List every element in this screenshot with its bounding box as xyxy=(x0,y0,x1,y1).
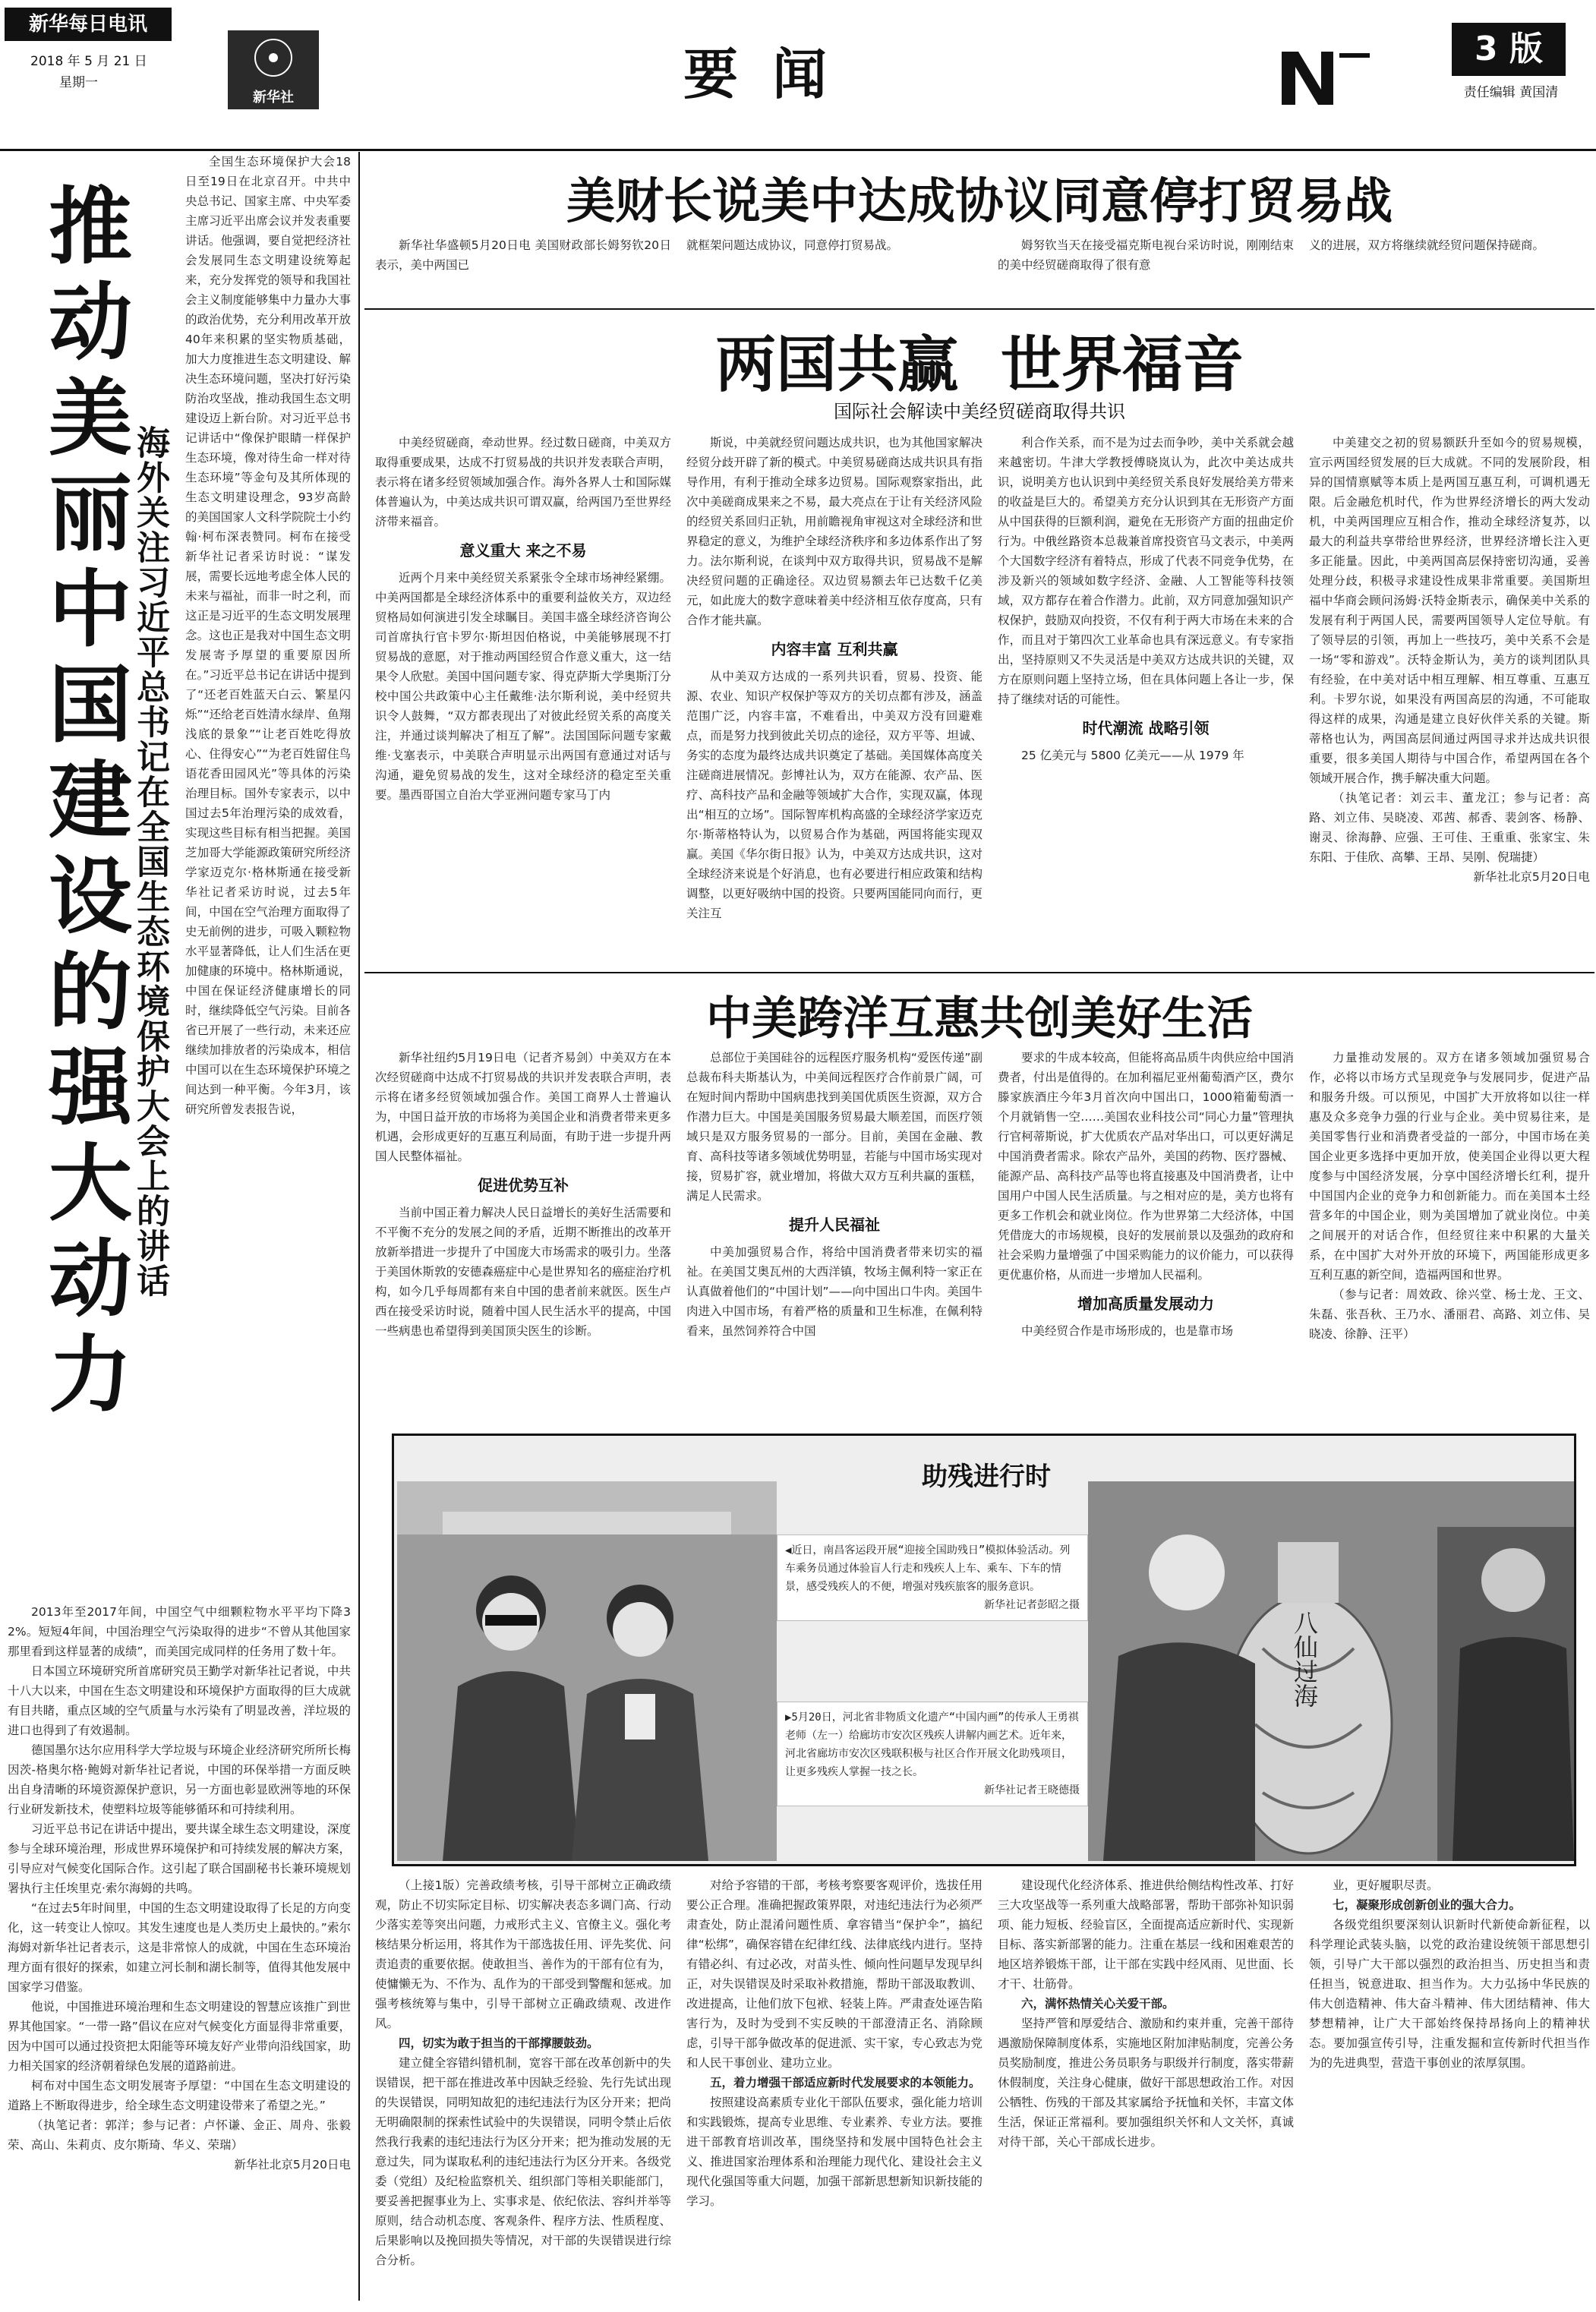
article2-col xyxy=(1309,433,1590,964)
attendants-figure-icon xyxy=(397,1481,777,1861)
subheading: 增加高质量发展动力 xyxy=(1077,1295,1214,1313)
article1-col xyxy=(998,235,1294,304)
article2-headline: 两国共赢 世界福音 xyxy=(715,329,1244,400)
subheading: 时代潮流 战略引领 xyxy=(1082,719,1210,737)
xinhua-logo xyxy=(228,30,319,109)
logo-text: 新华社 xyxy=(253,90,294,106)
paragraph: 要求的牛成本较高，但能将高品质牛肉供应给中国消费者，付出是值得的。在加利福尼亚州葡萄酒产区，费尔滕家族酒庄今年3月首次向中国出口，1000箱葡萄酒一个月就销售一空……美国农业科技公司“同心力量”管理执行官柯蒂斯说，扩大优质农产品对华出口，可以更好满足中国消费者需求。除农产品外，美国的药物、医疗器械、能源产品、高科技产品等也将直接惠及中国消费者，让中国用户中国人民生活质量。与之相对应的是，美方也将有更多工作机会和就业岗位。作为世界第二大经济体，中国凭借庞大的市场规模，良好的发展前景以及强劲的政府和社会采购力量增强了中国采购能力的议价能力，可以获得更优惠价格，从而进一步增加人民福利。 xyxy=(998,1051,1294,1282)
subheading: 意义重大 来之不易 xyxy=(459,541,587,560)
paragraph: 业，更好履职尽责。 xyxy=(1333,1878,1439,1892)
paragraph: 利合作关系，而不是为过去而争吵，美中关系就会越来越密切。牛津大学教授傅晓岚认为，此次中美达成共识，说明美方也认识到中美经贸关系良好发展给美方带来的收益是巨大的。希望美方充分认识到其在无形资产方面从中国获得的巨额利润，避免在无形资产方面的扭曲定价行为。中俄丝路资本总裁兼首席投资官马文表示，中美两个大国数字经济有着特点，形成了代表不同竞争优势，在涉及新兴的领域如数字经济、金融、人工智能等科技领域，双方都存在着合作潜力。此前，双方同意加强知识产权保护，鼓励双向投资，不仅有利于两大市场在未来的合作，而且对于第四次工业革命也具有深远意义。有专家指出，坚持原则又不失灵活是中美双方达成共识的关键，双方在原则问题上坚持立场，但在具体问题上各让一步，保持了继续对话的可能性。 xyxy=(998,436,1294,706)
paragraph: 德国墨尔达尔应用科学大学垃圾与环境企业经济研究所所长梅因茨-格奥尔格·鲍姆对新华社记者说，中国的环保举措一方面反映出自身清晰的环境资源保护意识，另一方面也彰显欧洲等地的环保行业研发新技术，使塑料垃圾等能够循环和可持续利用。 xyxy=(8,1743,351,1816)
paragraph-lead: 七，凝聚形成创新创业的强大合力。 xyxy=(1333,1898,1522,1912)
article2-col xyxy=(998,433,1294,964)
photo-caption-2 xyxy=(777,1702,1088,1806)
paragraph-lead: 六，满怀热情关心关爱干部。 xyxy=(1021,1997,1175,2011)
photo-credit: 新华社记者彭昭之摄 xyxy=(984,1599,1080,1611)
editor-credit: 责任编辑 黄国清 xyxy=(1463,85,1559,100)
paragraph: 斯说，中美就经贸问题达成共识，也为其他国家解决经贸分歧开辟了新的模式。中美贸易磋商达成共识具有指导作用，有利于推动全球多边贸易。国际观察家指出，此次中美磋商成果来之不易，最大亮点在于让有关经济风险的经贸关系回归正轨，用前瞻视角审视这对全球经济和世界稳定的意义，为维护全球经济秩序和多边体系作出了努力。法尔斯利说，在谈判中双方取得共识，贸易战不是解决经贸问题的正确途径。双边贸易额去年已达数千亿美元，如此庞大的数字意味着美中经济相互依存度高，只有合作才能共赢。 xyxy=(686,436,983,627)
subheading: 促进优势互补 xyxy=(478,1176,569,1194)
paragraph: 中美经贸合作是市场形成的，也是靠市场 xyxy=(1021,1324,1234,1338)
paragraph: 姆努钦当天在接受福克斯电视台采访时说，刚刚结束的美中经贸磋商取得了很有意 xyxy=(998,238,1294,272)
paragraph: 中美加强贸易合作，将给中国消费者带来切实的福祉。在美国艾奥瓦州的大西洋镇，牧场主佩利特一家正在认真做着他们的“中国计划”——向中国出口牛肉。美国牛肉进入中国市场，有着严格的质量和卫生标准，在佩利特看来，虽然饲养符合中国 xyxy=(686,1245,983,1338)
bottom-col xyxy=(998,1875,1294,2308)
paragraph: 建设现代化经济体系、推进供给侧结构性改革、打好三大攻坚战等一系列重大战略部署，帮助干部弥补知识弱项、能力短板、经验盲区，全面提高适应新时代、实现新目标、落实新部署的能力。注重在基层一线和困难艰苦的地区培养锻炼干部，让干部在实践中经风雨、见世面、长才干、壮筋骨。 xyxy=(998,1878,1294,1991)
paragraph: 就框架问题达成协议，同意停打贸易战。 xyxy=(686,238,899,252)
paragraph: 习近平总书记在讲话中提出，要共谋全球生态文明建设，深度参与全球环境治理，形成世界环境保护和可持续发展的解决方案，引导应对气候变化国际合作。这引起了联合国副秘书长兼环境规划署执行主任埃里克·索尔海姆的共鸣。 xyxy=(8,1822,351,1895)
paragraph: “在过去5年时间里，中国的生态文明建设取得了长足的方向变化，这一转变让人惊叹。其发生速度也是人类历史上最快的。”索尔海姆对新华社记者表示，这是非常惊人的成就，中国在生态环境治理方面有很好的探索，如建立河长制和湖长制等，值得其他发展中国家学习借鉴。 xyxy=(8,1901,351,1994)
article2-col xyxy=(375,433,671,964)
paragraph: 中美建交之初的贸易额跃升至如今的贸易规模，宣示两国经贸发展的巨大成就。不同的发展阶段，相异的国情禀赋等本质上是两国互惠互利，可调机遇无限。后金融危机时代，作为世界经济增长的两大发动机，中美两国理应互相合作，推动全球经济复苏，以最大的利益共享带给世界经济，世界经济增长注入更多正能量。因此，中美两国高层保持密切沟通，妥善处理分歧，积极寻求建设性成果非常重要。美国斯坦福中华商会顾问汤姆·沃特金斯表示，确保美中关系的发展有利于两国人民，需要两国领导人定位导航。有了领导层的引领，再加上一些技巧，美中关系不会是一场“零和游戏”。沃特金斯认为，美方的谈判团队具有经验，在中美对话中相互理解、相互尊重、互惠互利。卡罗尔说，如果没有两国高层的沟通，不可能取得这样的成果，沟通是建立良好伙伴关系的关键。斯蒂格也认为，两国高层间通过两国寻求并达成共识很重要，很多美国人期待与中国合作，希望两国在各个领域开展合作，携手解决重大问题。 xyxy=(1309,436,1590,785)
masthead-rule xyxy=(0,149,1596,151)
agency-banner: 新华每日电讯 xyxy=(5,8,172,41)
dateline: 新华社北京5月20日电 xyxy=(234,2158,351,2172)
bottom-col xyxy=(686,1875,983,2308)
article3-col xyxy=(1309,1048,1590,1427)
caption-text: ◀近日，南昌客运段开展“迎接全国助残日”模拟体验活动。列车乘务员通过体验盲人行走和残疾人上车、乘车、下车的情景，感受残疾人的不便，增强对残疾旅客的服务意识。 xyxy=(785,1544,1071,1593)
paragraph: 2013年至2017年间，中国空气中细颗粒物水平平均下降32%。短短4年间，中国治理空气污染取得的进步“不曾从其他国家那里看到这样显著的成绩”，而美国完成同样的任务用了数十年。 xyxy=(8,1605,351,1658)
paragraph: 当前中国正着力解决人民日益增长的美好生活需要和不平衡不充分的发展之间的矛盾，近期不断推出的改革开放新举措进一步提升了中国庞大市场需求的吸引力。坐落于美国休斯敦的安德森癌症中心是世界知名的癌症治疗机构，如今几乎每周都有来自中国的患者前来就医。医生卢西在接受采访时说，随着中国人民生活水平的提高，中国一些病患也希望得到美国顶尖医生的诊断。 xyxy=(375,1206,671,1338)
photo-feature-title: 助残进行时 xyxy=(922,1462,1051,1492)
paragraph: 柯布对中国生态文明发展寄予厚望：“中国在生态文明建设的道路上不断取得进步，给全球生态文明建设带来了希望之光。” xyxy=(8,2079,351,2112)
paragraph: （上接1版）完善政绩考核，引导干部树立正确政绩观，防止不切实际定目标、切实解决表态多调门高、行动少落实差等突出问题，力戒形式主义、官僚主义。强化考核结果分析运用，将其作为干部选拔任用、评先奖优、问责追责的重要依据。使敢担当、善作为的干部有位有为，使慵懒无为、不作为、乱作为的干部受到警醒和惩戒。加强考核统筹与集中，引导干部树立正确政绩观、改进作风。 xyxy=(375,1878,671,2030)
paragraph: 新华社华盛顿5月20日电 美国财政部长姆努钦20日表示，美中两国已 xyxy=(375,238,671,272)
paragraph: 全国生态环境保护大会18日至19日在北京召开。中共中央总书记、国家主席、中央军委主席习近平出席会议并发表重要讲话。他强调，要自觉把经济社会发展同生态文明建设统筹起来，充分发挥党的领导和我国社会主义制度能够集中力量办大事的政治优势，充分利用改革开放40年来积累的坚实物质基础，加大力度推进生态文明建设、解决生态环境问题，坚决打好污染防治攻坚战，推动我国生态文明建设迈上新台阶。对习近平总书记讲话中“像保护眼睛一样保护生态环境，像对待生命一样对待生态环境”等金句及其所体现的生态文明建设理念，93岁高龄的美国国家人文科学院院士小约翰·柯布深表赞同。柯布在接受新华社记者采访时说：“谋发展，需要长远地考虑全体人民的未来与福祉，而非一时之利，而这正是习近平的生态文明发展理念。这也正是我对中国生态文明发展寄予厚望的重要原因所在。”习近平总书记在讲话中提到了“还老百姓蓝天白云、繁星闪烁”“还给老百姓清水绿岸、鱼翔浅底的景象”“让老百姓吃得放心、住得安心”“为老百姓留住鸟语花香田园风光”等具体的污染治理目标。国外专家表示，以中国过去5年治理污染的成效看，实现这些目标有相当把握。美国芝加哥大学能源政策研究所经济学家迈克尔·格林斯通在接受新华社记者采访时说，过去5年间，中国在空气治理方面取得了史无前例的进步，可吸入颗粒物水平显著降低，让人们生活在更加健康的环境中。格林斯通说，中国在保证经济健康增长的同时，继续降低空气污染。目前各省已开展了一些行动，未来还应继续加排放者的污染成本，相信中国可以在生态环境保护环境之间达到一种平衡。今年3月，该研究所曾发表报告说， xyxy=(185,155,351,1116)
subheading: 提升人民福祉 xyxy=(789,1216,880,1234)
left-narrow-text xyxy=(185,152,351,1602)
credits: （参与记者：周效政、徐兴堂、杨士龙、王文、朱磊、张吾秋、王乃水、潘丽君、高路、刘立伟、吴晓凌、徐静、汪平） xyxy=(1309,1288,1590,1341)
paragraph: 坚持严管和厚爱结合、激励和约束并重，完善干部待遇激励保障制度体系，实施地区附加津贴制度，完善公务员奖励制度，推进公务员职务与职级并行制度，落实带薪休假制度，关注身心健康，做好干部思想政治工作。对因公牺牲、伤残的干部及其家属给予抚恤和关怀，丰富文体生活，保证正常福利。要加强组织关怀和人文关怀，真诚对待干部，关心干部成长进步。 xyxy=(998,2017,1294,2149)
bottom-col xyxy=(1309,1875,1590,2308)
star-logo-icon xyxy=(228,30,319,84)
article2-subhead: 国际社会解读中美经贸磋商取得共识 xyxy=(834,401,1125,422)
paragraph: 总部位于美国硅谷的远程医疗服务机构“爱医传递”副总裁布科夫斯基认为，中美间远程医疗合作前景广阔，可在短时间内帮助中国病患找到美国优质医生资源，双方合作潜力巨大。中国是美国服务贸易最大顺差国，而医疗领域只是双方服务贸易的一部分。目前，美国在金融、教育、高科技等诸多领域优势明显，若能与中国市场实现对接，贸易扩容，就业增加，将做大双方互利共赢的蛋糕，满足人民需求。 xyxy=(686,1051,983,1203)
section-rule xyxy=(364,972,1594,973)
paragraph: 力量推动发展的。双方在诸多领域加强贸易合作，必将以市场方式呈现竞争与发展同步，促进产品和服务升级。可以预见，中国扩大开放将如以往一样惠及众多竞争力强的行业与企业。美中贸易往来，是美国零售行业和消费者受益的一部分，中国市场在美国企业更多选择中更加开放，使美国企业得以更大程度参与中国经济发展，分享中国经济增长红利，提升中国国内企业的竞争力和创新能力。而在美国本土经营多年的中国企业，则为美国增加了就业岗位。中美之间展开的对话合作，但经贸往来中积累的大量关系，在中国扩大对外开放的环境下，两国能形成更多互利互惠的新空间，造福两国和世界。 xyxy=(1309,1051,1590,1282)
paragraph: 25 亿美元与 5800 亿美元——从 1979 年 xyxy=(1021,749,1244,762)
vase-painting-figure-icon xyxy=(1088,1481,1574,1861)
paragraph-lead: 五，着力增强干部适应新时代发展要求的本领能力。 xyxy=(710,2076,981,2090)
paragraph: 近两个月来中美经贸关系紧张令全球市场神经紧绷。中美两国都是全球经济体系中的重要利益攸关方，双边经贸格局如何演进引发全球瞩目。美国丰盛全球经济咨询公司首席执行官卡罗尔·斯坦因伯格说，中美能够展现不打贸易战的意愿，对于推动两国经贸合作意义重大，这一结果令人欣慰。美国中国问题专家、得克萨斯大学奥斯汀分校中国公共政策中心主任戴维·法尔斯利说，美中经贸共识令人鼓舞，“双方都表现出了对彼此经贸关系的高度关注，并通过谈判解决了相互了解”。法国国际问题专家戴维·戈塞表示，中美联合声明显示出两国有意通过对话与沟通，避免贸易战的发生，这对全球经济的稳定至关重要。墨西哥国立自治大学亚洲问题专家马丁内 xyxy=(375,571,671,802)
paragraph: 他说，中国推进环境治理和生态文明建设的智慧应该推广到世界其他国家。“一带一路”倡议在应对气候变化方面显得非常重要，因为中国可以通过投资把太阳能等环境友好产业带向沿线国家，助力相关国家的经济朝着绿色发展的道路前进。 xyxy=(8,2000,351,2073)
masthead xyxy=(0,0,1596,161)
paragraph: （执笔记者：郭洋；参与记者：卢怀谦、金正、周舟、张毅荣、高山、朱莉贞、皮尔斯琦、华义、荣瑞） xyxy=(8,2118,351,2152)
paragraph: 新华社纽约5月19日电（记者齐易剑）中美双方在本次经贸磋商中达成不打贸易战的共识并发表联合声明，表示将在诸多经贸领域加强合作。美国工商界人士普遍认为，中国日益开放的市场将为美国企业和消费者带来更多机遇，会形成更好的互惠互利局面，有助于进一步提升两国人民整体福祉。 xyxy=(375,1051,671,1163)
xinhuanet-logo-icon xyxy=(1276,36,1374,120)
article1-col xyxy=(1309,235,1590,304)
left-headline: 推动美丽中国建设的强大动力 xyxy=(35,182,132,1426)
left-wide-text xyxy=(8,1602,351,2308)
bottom-col xyxy=(375,1875,671,2308)
article2-col xyxy=(686,433,983,964)
vase-inscription: 八仙过海 xyxy=(1290,1610,1319,1708)
column-rule xyxy=(358,152,360,2301)
photo-credit: 新华社记者王晓德摄 xyxy=(984,1784,1080,1796)
article3-col xyxy=(375,1048,671,1427)
article1-headline: 美财长说美中达成协议同意停打贸易战 xyxy=(566,174,1393,230)
section-title: 要 闻 xyxy=(683,42,835,106)
paragraph: 建立健全容错纠错机制，宽容干部在改革创新中的失误错误，把干部在推进改革中因缺乏经验、先行先试出现的失误错误，同明知故犯的违纪违法行为区分开来；把尚无明确限制的探索性试验中的失误错误，同明令禁止后依然我行我素的违纪违法行为区分开来；把为推动发展的无意过失，同为谋取私利的违纪违法行为区分开来。各级党委（党组）及纪检监察机关、组织部门等相关职能部门，要妥善把握事业为上、实事求是、依纪依法、容纠并举等原则，结合动机态度、客观条件、程序方法、性质程度、后果影响以及挽回损失等情况，对干部的失误错误进行综合分析。 xyxy=(375,2056,671,2267)
caption-text: ▶5月20日，河北省非物质文化遗产“中国内画”的传承人王勇祺老师（左一）给廊坊市安次区残疾人讲解内画艺术。近年来，河北省廊坊市安次区残联积极与社区合作开展文化助残项目，让更多残疾人掌握一技之长。 xyxy=(785,1711,1079,1778)
paragraph: 按照建设高素质专业化干部队伍要求，强化能力培训和实践锻炼，提高专业思维、专业素养、专业方法。要推进干部教育培训改革，围绕坚持和发展中国特色社会主义、推进国家治理体系和治理能力现代化、建设社会主义现代化强国等重大问题，加强干部新思想新知识新技能的学习。 xyxy=(686,2096,983,2208)
article1-col xyxy=(375,235,671,304)
paragraph: 对给予容错的干部，考核考察要客观评价，选拔任用要公正合理。准确把握政策界限，对违纪违法行为必须严肃查处，防止混淆问题性质、拿容错当“保护伞”，搞纪律“松绑”，确保容错在纪律红线、法律底线内进行。坚持有错必纠、有过必改，对苗头性、倾向性问题早发现早纠正，对失误错误及时采取补救措施，帮助干部汲取教训、改进提高，让他们放下包袱、轻装上阵。严肃查处诬告陷害行为，及时为受到不实反映的干部澄清正名、消除顾虑，引导干部争做改革的促进派、实干家，专心致志为党和人民干事创业、建功立业。 xyxy=(686,1878,983,2070)
left-subhead: 海外关注习近平总书记在全国生态环境保护大会上的讲话 xyxy=(131,425,169,1298)
paragraph: 各级党组织要深刻认识新时代新使命新征程，以科学理论武装头脑，以党的政治建设统领干部思想引领，引导广大干部以强烈的政治担当、历史担当和责任担当，锐意进取、担当作为。大力弘扬中华民族的伟大创造精神、伟大奋斗精神、伟大团结精神、伟大梦想精神，让广大干部始终保持昂扬向上的精神状态。要加强宣传引导，注重发掘和宣传新时代担当作为的先进典型，营造干事创业的浓厚氛围。 xyxy=(1309,1918,1590,2070)
photo-caption-1 xyxy=(777,1534,1088,1621)
paragraph: 义的进展，双方将继续就经贸问题保持磋商。 xyxy=(1309,238,1545,252)
article3-col xyxy=(686,1048,983,1427)
credits: （执笔记者：刘云丰、董龙江；参与记者：高路、刘立伟、吴晓凌、邓茜、郝香、裴剑客、杨静、谢灵、徐海静、应强、王可佳、王重重、张家宝、朱东阳、于佳欣、高攀、王昂、吴刚、倪瑞捷） xyxy=(1309,791,1590,864)
article3-col xyxy=(998,1048,1294,1427)
dateline: 新华社北京5月20日电 xyxy=(1473,870,1590,884)
article3-headline: 中美跨洋互惠共创美好生活 xyxy=(706,992,1253,1046)
vase-painting-photo xyxy=(1088,1481,1574,1861)
issue-weekday: 星期一 xyxy=(59,75,98,90)
section-rule xyxy=(364,308,1594,310)
paragraph: 日本国立环境研究所首席研究员王勤学对新华社记者说，中共十八大以来，中国在生态文明建设和环境保护方面取得的巨大成就有目共睹，重点区域的空气质量与水污染有了明显改善，洋垃圾的进口也得到了有效遏制。 xyxy=(8,1664,351,1737)
train-attendants-photo xyxy=(397,1481,777,1861)
xinhuanet-logo xyxy=(1276,36,1374,120)
page-number: 3 版 xyxy=(1452,23,1566,76)
photo-feature xyxy=(392,1434,1576,1866)
paragraph-lead: 四，切实为敢于担当的干部撑腰鼓劲。 xyxy=(399,2036,599,2050)
subheading: 内容丰富 互利共赢 xyxy=(771,640,898,658)
paragraph: 中美经贸磋商，牵动世界。经过数日磋商，中美双方取得重要成果，达成不打贸易战的共识并发表联合声明，表示将在诸多经贸领域加强合作。海外各界人士和国际媒体普遍认为，中美达成共识可谓双赢，给两国乃至世界经济带来福音。 xyxy=(375,436,671,528)
paragraph: 从中美双方达成的一系列共识看，贸易、投资、能源、农业、知识产权保护等双方的关切点都有涉及，涵盖范围广泛，内容丰富，不难看出，中美双方没有回避难点，而是努力找到彼此关切点的途径，双方平等、坦诚、务实的态度为最终达成共识奠定了基础。美国媒体高度关注磋商进展情况。彭博社认为，双方在能源、农产品、医疗、高科技产品和金融等领域扩大合作，实现双赢，体现出“相互的立场”。国际智库机构高盛的全球经济学家迈克尔·斯蒂格特认为，以贸易合作为基础，两国将能实现双赢。美国《华尔街日报》认为，中美双方达成共识，这对全球经济来说是个好消息，也有必要进行相应政策和结构调整，以更好吸纳中国的投资。只要两国能同向而行，更关注互 xyxy=(686,670,983,920)
issue-date: 2018 年 5 月 21 日 xyxy=(30,54,147,69)
article1-col xyxy=(686,235,983,304)
